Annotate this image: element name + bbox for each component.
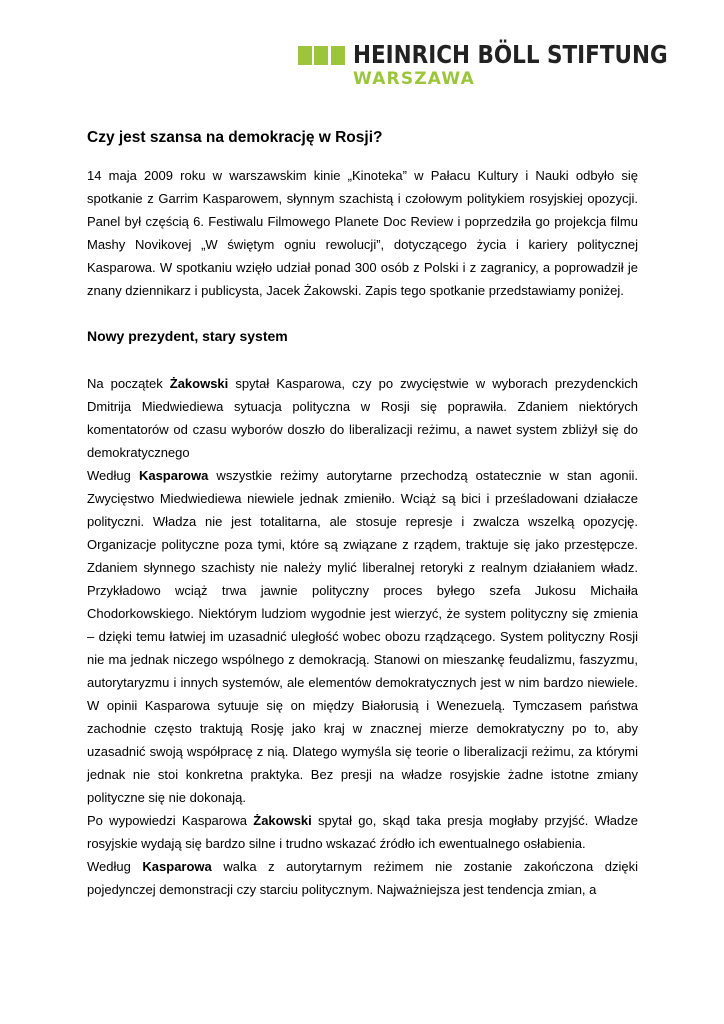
paragraph-2: Według Kasparowa wszystkie reżimy autorytarne przechodzą ostatecznie w stan agonii. Zwycięstwo Miedwiediewa niewiele jednak zmieniło. Wciąż są bici i prześladowani działacze polityczni. Władza nie jest totalitarna, ale stosuje represje i zwalcza wszelką opozycję. Organizacje polityczne poza tymi, które są związane z rządem, traktuje się jako przestępcze. Zdaniem słynnego szachisty nie należy mylić liberalnej retoryki z realnym działaniem władz. Przykładowo wciąż trwa jawnie polityczny proces byłego szefa Jukosu Michaiła Chodorkowskiego. Niektórym ludziom wygodnie jest wierzyć, że system polityczny się zmienia – dzięki temu łatwiej im uzasadnić uległość wobec obozu rządzącego. System polityczny Rosji nie ma jednak niczego wspólnego z demokracją. Stanowi on mieszankę feudalizmu, faszyzmu, autorytaryzmu i innych systemów, ale elementów demokratycznych jest w nim bardzo niewiele. W opinii Kasparowa sytuuje się on między Białorusią i Wenezuelą. Tymczasem państwa zachodnie często traktują Rosję jako kraj w znacznej mierze demokratyczny po to, aby uzasadnić swoją współpracę z nią. Dlatego wymyśla się teorie o liberalizacji reżimu, za którymi jednak nie stoi konkretna praktyka. Bez presji na władze rosyjskie żadne istotne zmiany polityczne się nie dokonają.	[87, 468, 638, 805]
paragraph-4: Według Kasparowa walka z autorytarnym reżimem nie zostanie zakończona dzięki pojedynczej demonstracji czy starciu politycznym. Najważniejsza jest tendencja zmian, a	[87, 859, 638, 897]
logo-name: HEINRICH BÖLL STIFTUNG	[353, 40, 668, 69]
logo-bars-icon	[298, 46, 346, 65]
paragraph-3: Po wypowiedzi Kasparowa Żakowski spytał go, skąd taka presja mogłaby przyjść. Władze rosyjskie wydają się bardzo silne i trudno wskazać źródło ich ewentualnego osłabienia.	[87, 813, 638, 851]
paragraph-1: Na początek Żakowski spytał Kasparowa, czy po zwycięstwie w wyborach prezydenckich Dmitrija Miedwiediewa sytuacja polityczna w Rosji się poprawiła. Zdaniem niektórych komentatorów od czasu wyborów doszło do liberalizacji reżimu, a nawet system zbliżył się do demokratycznego	[87, 376, 638, 460]
section-title: Nowy prezydent, stary system	[87, 328, 288, 344]
document-title: Czy jest szansa na demokrację w Rosji?	[87, 129, 383, 146]
document-body	[87, 128, 638, 901]
intro-paragraph: 14 maja 2009 roku w warszawskim kinie „Kinoteka” w Pałacu Kultury i Nauki odbyło się spotkanie z Garrim Kasparowem, słynnym szachistą i czołowym politykiem rosyjskiej opozycji. Panel był częścią 6. Festiwalu Filmowego Planete Doc Review i poprzedziła go projekcja filmu Mashy Novikovej „W świętym ogniu rewolucji”, dotyczącego życia i kariery politycznej Kasparowa. W spotkaniu wzięło udział ponad 300 osób z Polski i z zagranicy, a poprowadził je znany dziennikarz i publicysta, Jacek Żakowski. Zapis tego spotkanie przedstawiamy poniżej.	[87, 168, 638, 298]
logo-city: WARSZAWA	[353, 69, 475, 89]
foundation-logo	[298, 40, 668, 90]
